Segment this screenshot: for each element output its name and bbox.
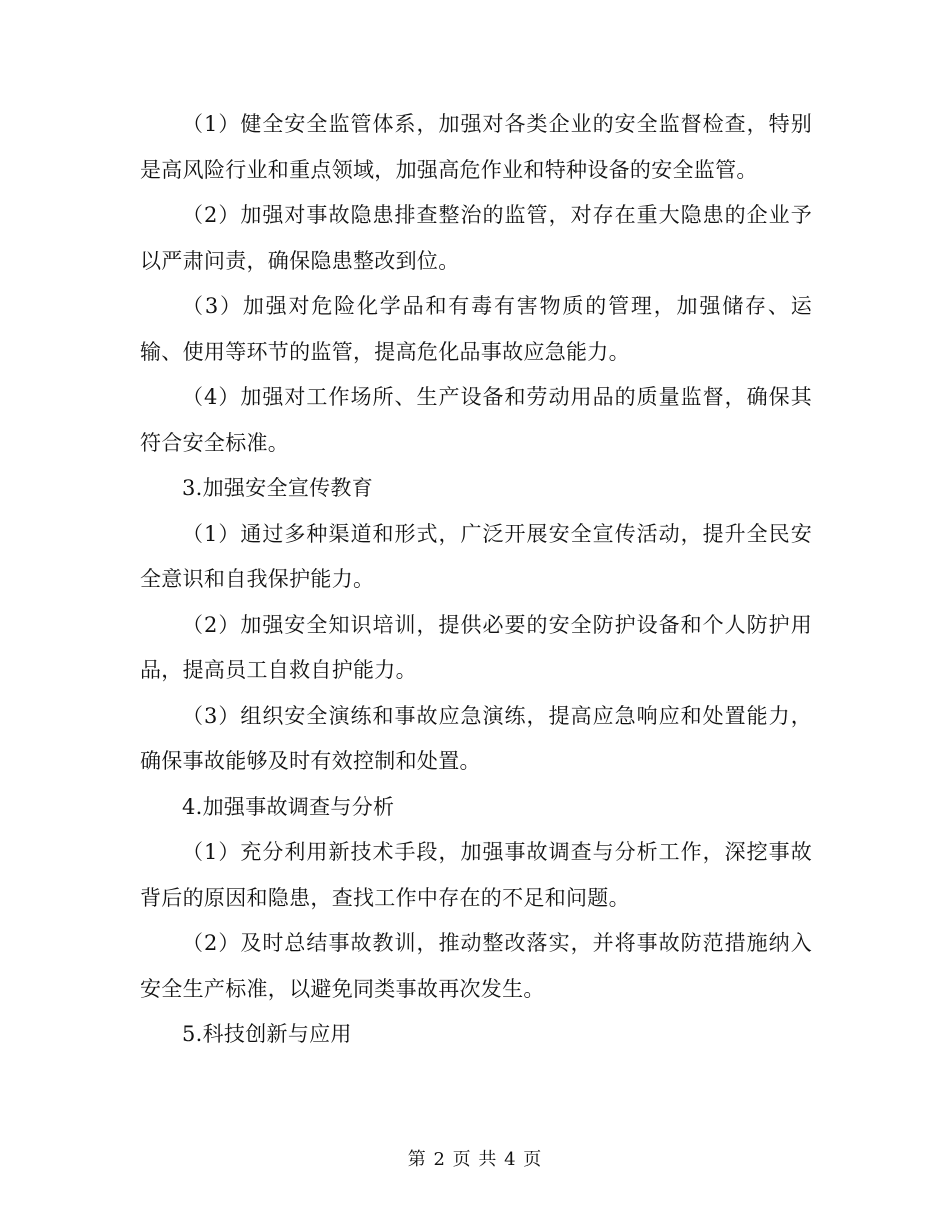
page-number-footer: 第 2 页 共 4 页 bbox=[407, 1149, 543, 1170]
section-heading-safety-education: 3.加强安全宣传教育 bbox=[182, 476, 374, 500]
paragraph-education-1: （1）通过多种渠道和形式，广泛开展安全宣传活动，提升全民安全意识和自我保护能力。 bbox=[140, 521, 812, 591]
paragraph-education-2: （2）加强安全知识培训，提供必要的安全防护设备和个人防护用品，提高员工自救自护能力。 bbox=[140, 612, 812, 682]
paragraph-supervision-1: （1）健全安全监管体系，加强对各类企业的安全监督检查，特别是高风险行业和重点领域，加强高危作业和特种设备的安全监管。 bbox=[140, 112, 812, 182]
section-heading-tech-innovation: 5.科技创新与应用 bbox=[182, 1022, 352, 1046]
paragraph-supervision-3: （3）加强对危险化学品和有毒有害物质的管理，加强储存、运输、使用等环节的监管，提高危化品事故应急能力。 bbox=[140, 294, 812, 364]
paragraph-supervision-4: （4）加强对工作场所、生产设备和劳动用品的质量监督，确保其符合安全标准。 bbox=[140, 385, 812, 455]
section-heading-accident-investigation: 4.加强事故调查与分析 bbox=[182, 794, 395, 819]
paragraph-education-3: （3）组织安全演练和事故应急演练，提高应急响应和处置能力，确保事故能够及时有效控制和处置。 bbox=[140, 703, 812, 773]
paragraph-investigation-1: （1）充分利用新技术手段，加强事故调查与分析工作，深挖事故背后的原因和隐患，查找工作中存在的不足和问题。 bbox=[140, 840, 812, 910]
paragraph-investigation-2: （2）及时总结事故教训，推动整改落实，并将事故防范措施纳入安全生产标准，以避免同类事故再次发生。 bbox=[140, 931, 812, 1001]
document-body bbox=[140, 102, 812, 1058]
paragraph-supervision-2: （2）加强对事故隐患排查整治的监管，对存在重大隐患的企业予以严肃问责，确保隐患整改到位。 bbox=[140, 203, 812, 273]
